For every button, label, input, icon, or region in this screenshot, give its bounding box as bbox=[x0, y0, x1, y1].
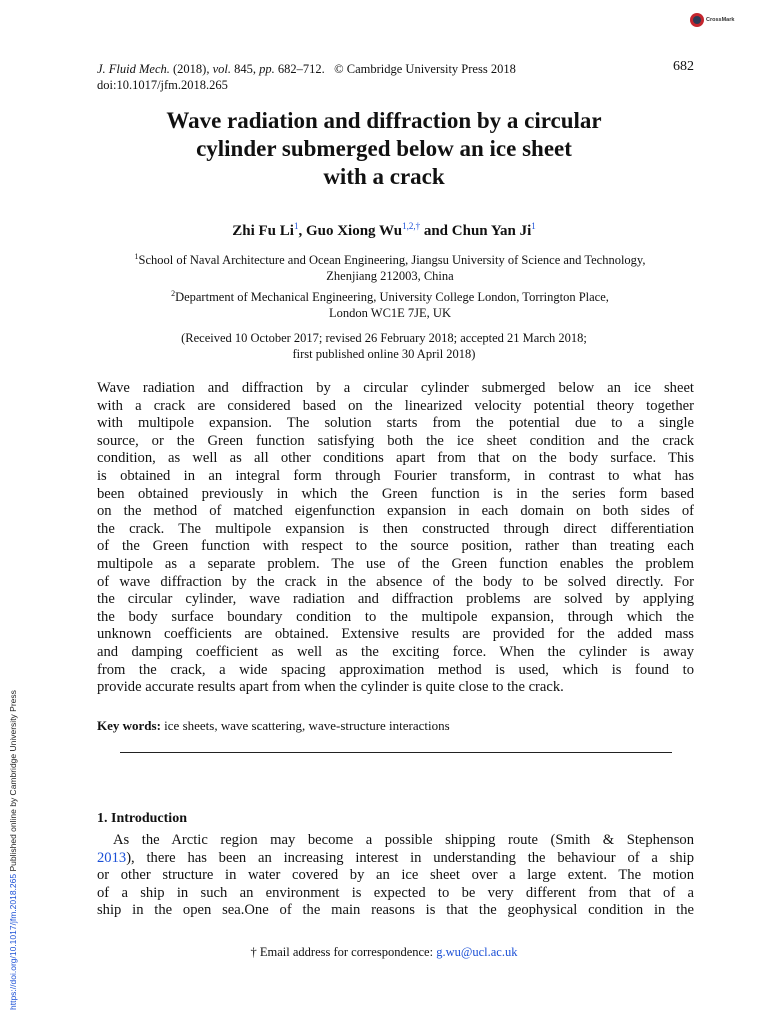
received-line: (Received 10 October 2017; revised 26 February 2018; accepted 21 March 2018; bbox=[181, 331, 587, 345]
intro-body bbox=[97, 832, 694, 920]
abstract-line: of wave diffraction by the crack in the absence of the body to be solved directly. For bbox=[97, 573, 694, 590]
intro-line: of a ship in such an environment is expected to be very different from that of a bbox=[97, 884, 694, 901]
author-affil-link[interactable]: 1 bbox=[531, 221, 536, 231]
abstract-line: condition, as well as all other conditions apart from that on the body surface. This bbox=[97, 450, 694, 467]
abstract-line: provide accurate results apart from when the cylinder is quite close to the crack. bbox=[97, 679, 564, 696]
intro-line bbox=[97, 850, 694, 868]
abstract-line: of the Green function with respect to the source position, rather than treating each bbox=[97, 538, 694, 555]
abstract-line: Wave radiation and diffraction by a circular cylinder submerged below an ice sheet bbox=[97, 380, 694, 396]
journal-year: (2018), bbox=[173, 62, 210, 76]
footnote-text: † Email address for correspondence: bbox=[250, 945, 434, 959]
journal-volume: 845, bbox=[234, 62, 256, 76]
sidebar-text: Published online by Cambridge University Press bbox=[8, 690, 18, 874]
email-link[interactable]: g.wu@ucl.ac.uk bbox=[436, 945, 518, 959]
abstract-line: the body surface boundary condition to the multipole expansion, through which the bbox=[97, 608, 694, 625]
author-affil-link[interactable]: 1,2,† bbox=[402, 221, 421, 231]
intro-line: As the Arctic region may become a possible shipping route (Smith & Stephenson bbox=[113, 832, 694, 848]
author-separator: , bbox=[298, 223, 306, 239]
affiliation-number: 1 bbox=[134, 252, 139, 261]
author-separator: and bbox=[420, 223, 452, 239]
abstract-line: on the method of matched eigenfunction expansion in each domain on both sides of bbox=[97, 503, 694, 520]
pp-label: pp. bbox=[259, 62, 275, 76]
affiliation-line: Department of Mechanical Engineering, University College London, Torrington Place, bbox=[175, 290, 609, 305]
author-affil-link[interactable]: 1 bbox=[293, 221, 299, 231]
abstract-line: is obtained in an integral form through Fourier transform, in contrast to what has bbox=[97, 467, 694, 484]
abstract-line: the crack. The multipole expansion is then constructed through direct differentiation bbox=[97, 520, 694, 537]
page-number: 682 bbox=[673, 59, 694, 74]
title-line: with a crack bbox=[323, 164, 445, 189]
journal-name: J. Fluid Mech. bbox=[97, 62, 170, 76]
abstract-line: source, or the Green function satisfying both the ice sheet condition and the crack bbox=[97, 432, 694, 449]
affiliation bbox=[90, 249, 690, 284]
abstract-line: with a crack are considered based on the linearized velocity potential theory together bbox=[97, 397, 694, 414]
journal-header bbox=[97, 61, 516, 93]
received-line: first published online 30 April 2018) bbox=[292, 347, 476, 361]
abstract-line: with multipole expansion. The solution starts from the potential due to a single bbox=[97, 415, 694, 432]
affiliation bbox=[90, 286, 690, 321]
abstract bbox=[97, 380, 694, 697]
section-heading: 1. Introduction bbox=[97, 811, 187, 826]
author-name: Zhi Fu Li bbox=[232, 223, 294, 239]
keywords-text: ice sheets, wave scattering, wave-structure interactions bbox=[164, 718, 450, 733]
doi-link[interactable]: https://doi.org/10.1017/jfm.2018.265 bbox=[8, 873, 18, 1010]
journal-pages: 682–712. bbox=[277, 62, 325, 76]
author-name: Guo Xiong Wu bbox=[305, 223, 403, 239]
divider bbox=[120, 752, 672, 753]
received-dates bbox=[80, 330, 688, 362]
vol-label: vol. bbox=[212, 62, 231, 76]
author-name: Chun Yan Ji bbox=[451, 223, 532, 239]
affiliation-number: 2 bbox=[171, 289, 176, 298]
footnote bbox=[80, 945, 688, 960]
paper-title bbox=[80, 107, 688, 191]
title-line: Wave radiation and diffraction by a circular bbox=[166, 108, 602, 133]
abstract-line: been obtained previously in which the Green function is in the series form based bbox=[97, 485, 694, 502]
abstract-line: and damping coefficient as well as the exciting force. When the cylinder is away bbox=[97, 643, 694, 660]
author-list bbox=[80, 221, 688, 240]
crossmark-label: CrossMark bbox=[706, 17, 735, 23]
affiliation-line: London WC1E 7JE, UK bbox=[329, 305, 451, 320]
intro-line: or other structure in water covered by an ice sheet over a large extent. The motion bbox=[97, 867, 694, 884]
abstract-line: from the crack, a wide spacing approximation method is used, which is found to bbox=[97, 661, 694, 678]
abstract-line: multipole as a separate problem. The use of the Green function enables the problem bbox=[97, 555, 694, 572]
citation-link[interactable]: 2013 bbox=[97, 849, 127, 866]
intro-line: ship in the open sea.One of the main reasons is that the geophysical condition in the bbox=[97, 902, 694, 919]
doi: doi:10.1017/jfm.2018.265 bbox=[97, 78, 228, 92]
intro-line-text: ), there has been an increasing interest in understanding the behaviour of a ship bbox=[126, 849, 694, 866]
affiliation-line: Zhenjiang 212003, China bbox=[326, 268, 454, 283]
crossmark-icon bbox=[690, 13, 704, 27]
affiliation-line: School of Naval Architecture and Ocean Engineering, Jiangsu University of Science and Technology, bbox=[138, 253, 646, 268]
title-line: cylinder submerged below an ice sheet bbox=[196, 136, 572, 161]
abstract-line: unknown coefficients are obtained. Extensive results are provided for the added mass bbox=[97, 626, 694, 643]
crossmark-logo[interactable] bbox=[690, 12, 738, 28]
keywords bbox=[97, 718, 450, 734]
copyright: © Cambridge University Press 2018 bbox=[334, 62, 516, 76]
sidebar-note bbox=[8, 690, 18, 1010]
keywords-label: Key words: bbox=[97, 718, 161, 733]
abstract-line: the circular cylinder, wave radiation and diffraction problems are solved by applying bbox=[97, 591, 694, 608]
